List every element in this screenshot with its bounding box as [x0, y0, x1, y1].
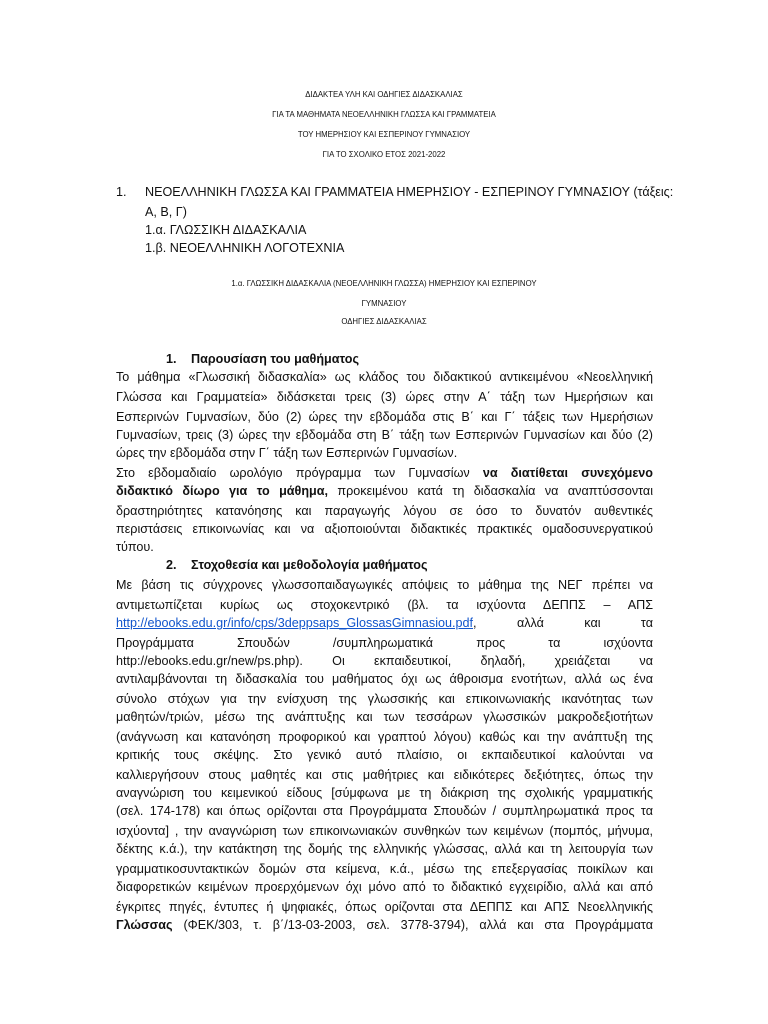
paragraph-1-line: Γυμνασίων, τρεις (3) ώρες την εβδομάδα στη Β΄ τάξη των Εσπερινών Γυμνασίων και δύο (2) [116, 428, 653, 442]
paragraph-3-line: Προγράμματα Σπουδών /συμπληρωματικά προς τα ισχύοντα [116, 636, 653, 650]
paragraph-3-line [116, 615, 653, 631]
paragraph-3-line: μαθητών/τριών, μέσω της ανάπτυξης και των τεσσάρων γλωσσικών μακροδεξιοτήτων [116, 710, 653, 724]
paragraph-2-line [116, 483, 653, 499]
title-line-4: ΓΙΑ ΤΟ ΣΧΟΛΙΚΟ ΕΤΟΣ 2021-2022 [322, 150, 446, 159]
paragraph-3-line: αντιλαμβάνονται τη διδασκαλία του μαθήματος όχι ως άθροισμα ενοτήτων, αλλά ως ένα [116, 672, 653, 686]
paragraph-1-line: Το μάθημα «Γλωσσική διδασκαλία» ως κλάδος του διδακτικού αντικειμένου «Νεοελληνική [116, 370, 653, 384]
ebooks-link[interactable]: http://ebooks.edu.gr/info/cps/3deppsaps_GlossasGimnasiou.pdf [116, 616, 474, 630]
title-line-3: ΤΟΥ ΗΜΕΡΗΣΙΟΥ ΚΑΙ ΕΣΠΕΡΙΝΟΥ ΓΥΜΝΑΣΙΟΥ [297, 130, 471, 139]
paragraph-3-text: (ΦΕΚ/303, τ. β΄/13-03-2003, σελ. 3778-3794), αλλά και στα Προγράμματα [172, 918, 653, 932]
paragraph-2-text: Στο εβδομαδιαίο ωρολόγιο πρόγραμμα των Γυμνασίων [116, 466, 483, 480]
paragraph-3-line: http://ebooks.edu.gr/new/ps.php). Οι εκπαιδευτικοί, δηλαδή, χρειάζεται να [116, 654, 653, 668]
section-heading-line-1: 1.α. ΓΛΩΣΣΙΚΗ ΔΙΔΑΣΚΑΛΙΑ (ΝΕΟΕΛΛΗΝΙΚΗ ΓΛΩΣΣΑ) ΗΜΕΡΗΣΙΟΥ ΚΑΙ ΕΣΠΕΡΙΝΟΥ [231, 279, 537, 288]
paragraph-3-line: σύνολο στόχων για την ενίσχυση της γλωσσικής και επικοινωνιακής ικανότητας των [116, 692, 653, 706]
title-line-1: ΔΙΔΑΚΤΕΑ ΥΛΗ ΚΑΙ ΟΔΗΓΙΕΣ ΔΙΔΑΣΚΑΛΙΑΣ [305, 90, 463, 99]
paragraph-2-line [116, 465, 653, 481]
paragraph-2-bold: διδακτικό δίωρο για το μάθημα, [116, 484, 328, 498]
paragraph-3-line: κριτικής τους σκέψης. Στο γενικό αυτό πλαίσιο, οι εκπαιδευτικοί καλούνται να [116, 748, 653, 762]
paragraph-2-text: προκειμένου κατά τη διδασκαλία να αναπτύσσονται [328, 484, 653, 498]
list-item-line-2: Α, Β, Γ) [145, 205, 187, 219]
paragraph-3-line: γραμματικοσυντακτικών δομών στα κείμενα, κ.ά., μέσω της επεξεργασίας ποικίλων και [116, 862, 653, 876]
paragraph-3-line: δέκτης κ.ά.), την κατάκτηση της δομής της ελληνικής γλώσσας, αλλά και τη λειτουργία των [116, 842, 653, 856]
section-heading-line-2: ΓΥΜΝΑΣΙΟΥ [361, 299, 407, 308]
subheading-2-number: 2. [166, 558, 177, 572]
paragraph-3-line: διαφορετικών κειμένων προερχόμενων όχι μόνο από το διδακτικό εγχειρίδιο, αλλά και από [116, 880, 653, 894]
subheading-2: Στοχοθεσία και μεθοδολογία μαθήματος [191, 558, 428, 572]
paragraph-3-bold: Γλώσσας [116, 918, 173, 932]
paragraph-3-line: αναγνώριση του κειμενικού είδους [σύμφωνα με τη διάκριση της σχολικής γραμματικής [116, 786, 653, 800]
paragraph-3-line [116, 917, 653, 933]
subheading-1: Παρουσίαση του μαθήματος [191, 352, 360, 366]
paragraph-2-line: τύπου. [116, 540, 154, 554]
paragraph-2-line: περιστάσεις επικοινωνίας και να αξιοποιούνται διδακτικές πρακτικές ομαδοσυνεργατικού [116, 522, 653, 536]
paragraph-3-line: αντιμετωπίζεται κυρίως ως στοχοκεντρικό (βλ. τα ισχύοντα ΔΕΠΠΣ – ΑΠΣ [116, 598, 653, 612]
list-number: 1. [116, 185, 127, 199]
list-subitem-a: 1.α. ΓΛΩΣΣΙΚΗ ΔΙΔΑΣΚΑΛΙΑ [145, 223, 307, 237]
paragraph-3-line: (σελ. 174-178) και όπως ορίζονται στα Προγράμματα Σπουδών / συμπληρωματικά προς τα [116, 804, 653, 818]
section-heading-line-3: ΟΔΗΓΙΕΣ ΔΙΔΑΣΚΑΛΙΑΣ [341, 317, 427, 326]
paragraph-2-line: δραστηριότητες κατανόησης και παραγωγής λόγου σε όσο το δυνατόν αυθεντικές [116, 504, 653, 518]
list-subitem-b: 1.β. ΝΕΟΕΛΛΗΝΙΚΗ ΛΟΓΟΤΕΧΝΙΑ [145, 241, 345, 255]
title-line-2: ΓΙΑ ΤΑ ΜΑΘΗΜΑΤΑ ΝΕΟΕΛΛΗΝΙΚΗ ΓΛΩΣΣΑ ΚΑΙ ΓΡΑΜΜΑΤΕΙΑ [272, 110, 496, 119]
paragraph-3-text: , αλλά και τα [473, 616, 653, 630]
paragraph-3-line: έγκριτες πηγές, έντυπες ή ψηφιακές, όπως ορίζονται στα ΔΕΠΠΣ και ΑΠΣ Νεοελληνικής [116, 900, 653, 914]
paragraph-3-line: ισχύοντα] , την αναγνώριση των επικοινωνιακών συνθηκών των κειμένων (πομπός, μήνυμα, [116, 824, 653, 838]
paragraph-1-line: Εσπερινών Γυμνασίων, δύο (2) ώρες την εβδομάδα στις Β΄ και Γ΄ τάξεις των Ημερήσιων [116, 410, 653, 424]
paragraph-3-line: Με βάση τις σύγχρονες γλωσσοπαιδαγωγικές απόψεις το μάθημα της ΝΕΓ πρέπει να [116, 578, 653, 592]
subheading-1-number: 1. [166, 352, 177, 366]
paragraph-3-line: καλλιεργήσουν στους μαθητές και στις μαθήτριες και ειδικότερες δεξιότητες, όπως την [116, 768, 653, 782]
paragraph-2-bold: να διατίθεται συνεχόμενο [482, 466, 653, 480]
paragraph-1-line: ώρες την εβδομάδα στην Γ΄ τάξη των Εσπερινών Γυμνασίων. [116, 446, 458, 460]
paragraph-1-line: Γλώσσα και Γραμματεία» διδάσκεται τρεις (3) ώρες στην Α΄ τάξη των Ημερήσιων και [116, 390, 653, 404]
paragraph-3-line: (ανάγνωση και κατανόηση προφορικού και γραπτού λόγου) καθώς και την ανάπτυξη της [116, 730, 653, 744]
list-item-line-1: ΝΕΟΕΛΛΗΝΙΚΗ ΓΛΩΣΣΑ ΚΑΙ ΓΡΑΜΜΑΤΕΙΑ ΗΜΕΡΗΣΙΟΥ - ΕΣΠΕΡΙΝΟΥ ΓΥΜΝΑΣΙΟΥ (τάξεις: [145, 185, 674, 199]
